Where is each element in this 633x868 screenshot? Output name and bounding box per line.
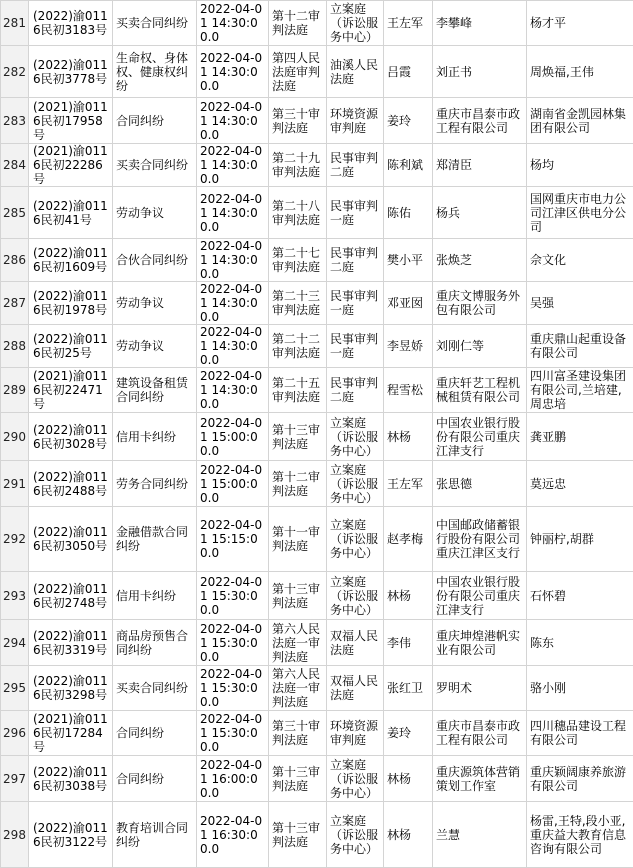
hearing-time-cell: 2022-04-01 14:30:00.0 xyxy=(197,187,269,239)
row-index-cell: 298 xyxy=(1,802,29,868)
judge-cell: 吕霞 xyxy=(384,46,433,98)
department-cell: 立案庭（诉讼服务中心） xyxy=(327,572,384,620)
defendant-cell: 周焕福,王伟 xyxy=(527,46,633,98)
hearing-time-cell: 2022-04-01 15:15:00.0 xyxy=(197,507,269,572)
table-row xyxy=(1,187,633,239)
defendant-cell: 吴强 xyxy=(527,282,633,325)
case-number-cell: (2021)渝0116民初22286号 xyxy=(29,144,113,187)
department-cell: 立案庭（诉讼服务中心） xyxy=(327,802,384,868)
case-number-cell: (2022)渝0116民初3183号 xyxy=(29,1,113,46)
row-index-cell: 287 xyxy=(1,282,29,325)
judge-cell: 张红卫 xyxy=(384,666,433,711)
case-number-cell: (2022)渝0116民初3122号 xyxy=(29,802,113,868)
table-row xyxy=(1,282,633,325)
department-cell: 双福人民法庭 xyxy=(327,620,384,666)
courtroom-cell: 第二十九审判法庭 xyxy=(269,144,327,187)
defendant-cell: 石怀碧 xyxy=(527,572,633,620)
courtroom-cell: 第二十二审判法庭 xyxy=(269,325,327,368)
table-body xyxy=(1,1,633,868)
case-number-cell: (2022)渝0116民初2748号 xyxy=(29,572,113,620)
department-cell: 双福人民法庭 xyxy=(327,666,384,711)
table-row xyxy=(1,666,633,711)
department-cell: 民事审判一庭 xyxy=(327,187,384,239)
judge-cell: 林杨 xyxy=(384,413,433,461)
row-index-cell: 293 xyxy=(1,572,29,620)
table-row xyxy=(1,802,633,868)
plaintiff-cell: 中国农业银行股份有限公司重庆江津支行 xyxy=(433,572,527,620)
plaintiff-cell: 刘正书 xyxy=(433,46,527,98)
case-number-cell: (2022)渝0116民初1978号 xyxy=(29,282,113,325)
case-cause-cell: 商品房预售合同纠纷 xyxy=(113,620,197,666)
courtroom-cell: 第二十五审判法庭 xyxy=(269,368,327,413)
hearing-time-cell: 2022-04-01 14:30:00.0 xyxy=(197,1,269,46)
defendant-cell: 四川穗品建设工程有限公司 xyxy=(527,711,633,756)
hearing-time-cell: 2022-04-01 14:30:00.0 xyxy=(197,368,269,413)
department-cell: 立案庭（诉讼服务中心） xyxy=(327,461,384,507)
courtroom-cell: 第十三审判法庭 xyxy=(269,802,327,868)
courtroom-cell: 第二十七审判法庭 xyxy=(269,239,327,282)
judge-cell: 林杨 xyxy=(384,802,433,868)
judge-cell: 林杨 xyxy=(384,756,433,802)
judge-cell: 赵孝梅 xyxy=(384,507,433,572)
case-number-cell: (2021)渝0116民初17284号 xyxy=(29,711,113,756)
plaintiff-cell: 郑清臣 xyxy=(433,144,527,187)
defendant-cell: 重庆颖阔康养旅游有限公司 xyxy=(527,756,633,802)
department-cell: 民事审判二庭 xyxy=(327,368,384,413)
courtroom-cell: 第十三审判法庭 xyxy=(269,756,327,802)
department-cell: 环境资源审判庭 xyxy=(327,711,384,756)
table-row xyxy=(1,711,633,756)
defendant-cell: 四川富圣建设集团有限公司,兰培建,周忠培 xyxy=(527,368,633,413)
case-number-cell: (2022)渝0116民初3778号 xyxy=(29,46,113,98)
row-index-cell: 284 xyxy=(1,144,29,187)
table-row xyxy=(1,368,633,413)
case-cause-cell: 建筑设备租赁合同纠纷 xyxy=(113,368,197,413)
department-cell: 立案庭（诉讼服务中心） xyxy=(327,413,384,461)
plaintiff-cell: 重庆市昌泰市政工程有限公司 xyxy=(433,711,527,756)
case-number-cell: (2022)渝0116民初1609号 xyxy=(29,239,113,282)
department-cell: 环境资源审判庭 xyxy=(327,98,384,144)
department-cell: 民事审判一庭 xyxy=(327,325,384,368)
plaintiff-cell: 张思德 xyxy=(433,461,527,507)
plaintiff-cell: 李攀峰 xyxy=(433,1,527,46)
row-index-cell: 294 xyxy=(1,620,29,666)
judge-cell: 王左军 xyxy=(384,1,433,46)
hearing-time-cell: 2022-04-01 15:30:00.0 xyxy=(197,666,269,711)
row-index-cell: 291 xyxy=(1,461,29,507)
plaintiff-cell: 重庆坤煌港帆实业有限公司 xyxy=(433,620,527,666)
case-cause-cell: 合伙合同纠纷 xyxy=(113,239,197,282)
courtroom-cell: 第十三审判法庭 xyxy=(269,413,327,461)
department-cell: 油溪人民法庭 xyxy=(327,46,384,98)
table-row xyxy=(1,1,633,46)
department-cell: 民事审判二庭 xyxy=(327,239,384,282)
judge-cell: 姜玲 xyxy=(384,98,433,144)
courtroom-cell: 第三十审判法庭 xyxy=(269,98,327,144)
hearing-time-cell: 2022-04-01 15:30:00.0 xyxy=(197,572,269,620)
hearing-time-cell: 2022-04-01 15:00:00.0 xyxy=(197,461,269,507)
department-cell: 民事审判二庭 xyxy=(327,144,384,187)
hearing-time-cell: 2022-04-01 14:30:00.0 xyxy=(197,239,269,282)
courtroom-cell: 第十二审判法庭 xyxy=(269,1,327,46)
department-cell: 民事审判一庭 xyxy=(327,282,384,325)
defendant-cell: 龚亚鹏 xyxy=(527,413,633,461)
case-number-cell: (2022)渝0116民初3050号 xyxy=(29,507,113,572)
case-cause-cell: 生命权、身体权、健康权纠纷 xyxy=(113,46,197,98)
case-number-cell: (2022)渝0116民初3038号 xyxy=(29,756,113,802)
plaintiff-cell: 重庆轩艺工程机械租赁有限公司 xyxy=(433,368,527,413)
plaintiff-cell: 刘刚仁等 xyxy=(433,325,527,368)
judge-cell: 邓亚囡 xyxy=(384,282,433,325)
row-index-cell: 289 xyxy=(1,368,29,413)
defendant-cell: 莫远忠 xyxy=(527,461,633,507)
row-index-cell: 288 xyxy=(1,325,29,368)
table-row xyxy=(1,507,633,572)
table-row xyxy=(1,572,633,620)
hearing-time-cell: 2022-04-01 14:30:00.0 xyxy=(197,98,269,144)
hearing-time-cell: 2022-04-01 15:00:00.0 xyxy=(197,413,269,461)
table-row xyxy=(1,325,633,368)
defendant-cell: 国网重庆市电力公司江津区供电分公司 xyxy=(527,187,633,239)
case-cause-cell: 金融借款合同纠纷 xyxy=(113,507,197,572)
case-cause-cell: 买卖合同纠纷 xyxy=(113,666,197,711)
table-row xyxy=(1,46,633,98)
row-index-cell: 283 xyxy=(1,98,29,144)
hearing-time-cell: 2022-04-01 14:30:00.0 xyxy=(197,46,269,98)
courtroom-cell: 第十一审判法庭 xyxy=(269,507,327,572)
courtroom-cell: 第四人民法庭审判法庭 xyxy=(269,46,327,98)
hearing-time-cell: 2022-04-01 14:30:00.0 xyxy=(197,282,269,325)
table-row xyxy=(1,413,633,461)
case-cause-cell: 教育培训合同纠纷 xyxy=(113,802,197,868)
case-cause-cell: 劳动争议 xyxy=(113,282,197,325)
row-index-cell: 296 xyxy=(1,711,29,756)
case-number-cell: (2021)渝0116民初22471号 xyxy=(29,368,113,413)
courtroom-cell: 第六人民法庭一审判法庭 xyxy=(269,620,327,666)
plaintiff-cell: 杨兵 xyxy=(433,187,527,239)
row-index-cell: 290 xyxy=(1,413,29,461)
hearing-time-cell: 2022-04-01 16:00:00.0 xyxy=(197,756,269,802)
hearing-time-cell: 2022-04-01 15:30:00.0 xyxy=(197,620,269,666)
courtroom-cell: 第三十审判法庭 xyxy=(269,711,327,756)
plaintiff-cell: 重庆源筑体营销策划工作室 xyxy=(433,756,527,802)
defendant-cell: 钟丽柠,胡群 xyxy=(527,507,633,572)
judge-cell: 程雪松 xyxy=(384,368,433,413)
courtroom-cell: 第十二审判法庭 xyxy=(269,461,327,507)
case-number-cell: (2022)渝0116民初3298号 xyxy=(29,666,113,711)
case-cause-cell: 信用卡纠纷 xyxy=(113,572,197,620)
row-index-cell: 297 xyxy=(1,756,29,802)
row-index-cell: 285 xyxy=(1,187,29,239)
defendant-cell: 骆小刚 xyxy=(527,666,633,711)
case-cause-cell: 劳务合同纠纷 xyxy=(113,461,197,507)
plaintiff-cell: 罗明术 xyxy=(433,666,527,711)
judge-cell: 陈佑 xyxy=(384,187,433,239)
judge-cell: 姜玲 xyxy=(384,711,433,756)
case-number-cell: (2022)渝0116民初3028号 xyxy=(29,413,113,461)
department-cell: 立案庭（诉讼服务中心） xyxy=(327,507,384,572)
case-cause-cell: 合同纠纷 xyxy=(113,756,197,802)
row-index-cell: 281 xyxy=(1,1,29,46)
plaintiff-cell: 中国农业银行股份有限公司重庆江津支行 xyxy=(433,413,527,461)
case-cause-cell: 买卖合同纠纷 xyxy=(113,1,197,46)
defendant-cell: 湖南省金凯园林集团有限公司 xyxy=(527,98,633,144)
defendant-cell: 重庆鼎山起重设备有限公司 xyxy=(527,325,633,368)
defendant-cell: 杨均 xyxy=(527,144,633,187)
courtroom-cell: 第十三审判法庭 xyxy=(269,572,327,620)
case-number-cell: (2022)渝0116民初25号 xyxy=(29,325,113,368)
hearing-time-cell: 2022-04-01 14:30:00.0 xyxy=(197,144,269,187)
table-row xyxy=(1,98,633,144)
case-number-cell: (2021)渝0116民初17958号 xyxy=(29,98,113,144)
row-index-cell: 295 xyxy=(1,666,29,711)
case-cause-cell: 合同纠纷 xyxy=(113,711,197,756)
courtroom-cell: 第二十八审判法庭 xyxy=(269,187,327,239)
defendant-cell: 杨雷,王特,段小亚,重庆益大教育信息咨询有限公司 xyxy=(527,802,633,868)
judge-cell: 李伟 xyxy=(384,620,433,666)
courtroom-cell: 第六人民法庭一审判法庭 xyxy=(269,666,327,711)
courtroom-cell: 第二十三审判法庭 xyxy=(269,282,327,325)
defendant-cell: 杨才平 xyxy=(527,1,633,46)
row-index-cell: 282 xyxy=(1,46,29,98)
plaintiff-cell: 重庆文博服务外包有限公司 xyxy=(433,282,527,325)
hearing-time-cell: 2022-04-01 15:30:00.0 xyxy=(197,711,269,756)
plaintiff-cell: 中国邮政储蓄银行股份有限公司重庆江津区支行 xyxy=(433,507,527,572)
plaintiff-cell: 张焕芝 xyxy=(433,239,527,282)
case-cause-cell: 劳动争议 xyxy=(113,187,197,239)
plaintiff-cell: 兰慧 xyxy=(433,802,527,868)
row-index-cell: 286 xyxy=(1,239,29,282)
case-cause-cell: 买卖合同纠纷 xyxy=(113,144,197,187)
judge-cell: 林杨 xyxy=(384,572,433,620)
hearing-time-cell: 2022-04-01 16:30:00.0 xyxy=(197,802,269,868)
table-row xyxy=(1,461,633,507)
hearing-time-cell: 2022-04-01 14:30:00.0 xyxy=(197,325,269,368)
case-cause-cell: 信用卡纠纷 xyxy=(113,413,197,461)
defendant-cell: 陈东 xyxy=(527,620,633,666)
table-row xyxy=(1,239,633,282)
case-cause-cell: 合同纠纷 xyxy=(113,98,197,144)
judge-cell: 王左军 xyxy=(384,461,433,507)
judge-cell: 李昱娇 xyxy=(384,325,433,368)
judge-cell: 樊小平 xyxy=(384,239,433,282)
case-number-cell: (2022)渝0116民初41号 xyxy=(29,187,113,239)
row-index-cell: 292 xyxy=(1,507,29,572)
judge-cell: 陈利斌 xyxy=(384,144,433,187)
table-row xyxy=(1,620,633,666)
defendant-cell: 佘文化 xyxy=(527,239,633,282)
table-row xyxy=(1,144,633,187)
table-row xyxy=(1,756,633,802)
case-number-cell: (2022)渝0116民初2488号 xyxy=(29,461,113,507)
department-cell: 立案庭（诉讼服务中心） xyxy=(327,1,384,46)
case-number-cell: (2022)渝0116民初3319号 xyxy=(29,620,113,666)
case-cause-cell: 劳动争议 xyxy=(113,325,197,368)
plaintiff-cell: 重庆市昌泰市政工程有限公司 xyxy=(433,98,527,144)
department-cell: 立案庭（诉讼服务中心） xyxy=(327,756,384,802)
